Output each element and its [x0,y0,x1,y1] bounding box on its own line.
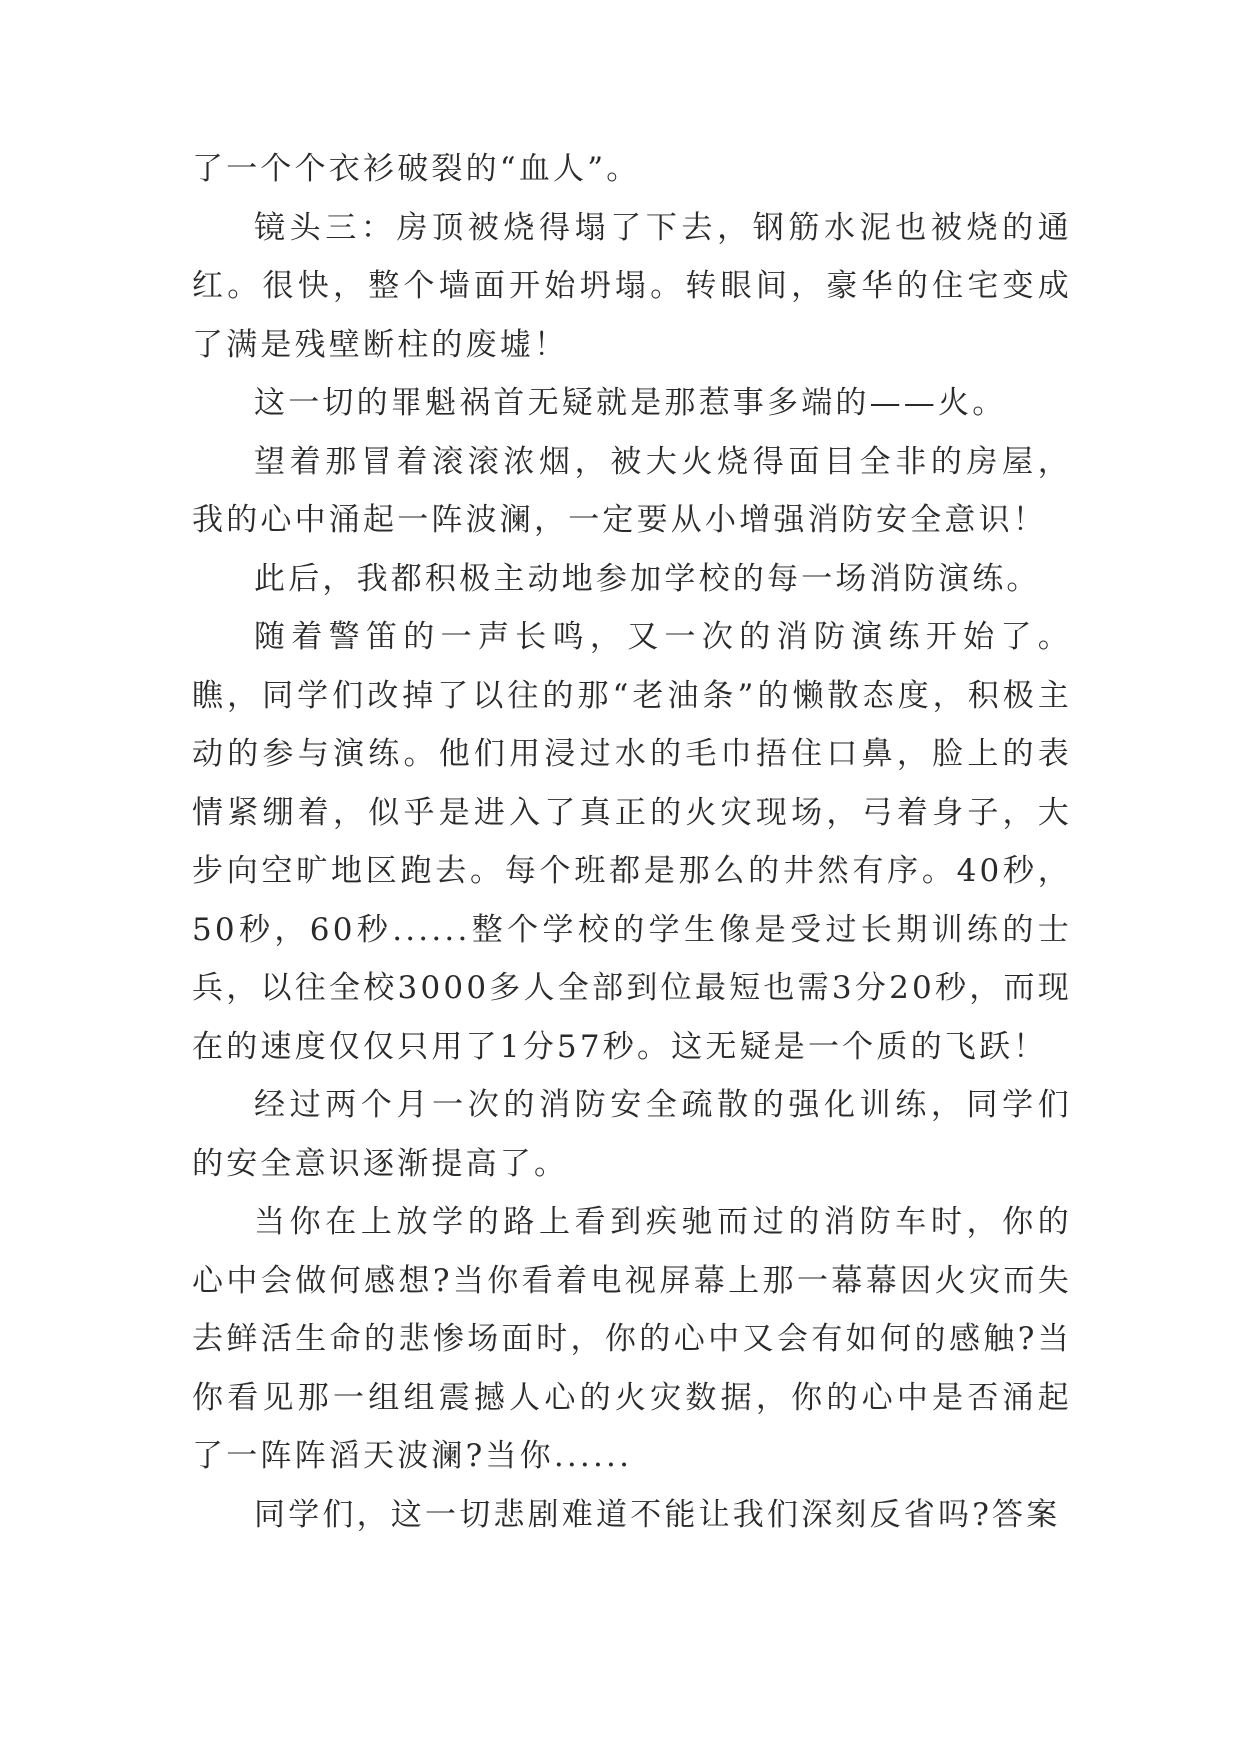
paragraph: 此后，我都积极主动地参加学校的每一场消防演练。 [254,560,1041,597]
paragraph: 同学们，这一切悲剧难道不能让我们深刻反省吗?答案 [254,1496,1061,1533]
paragraph: 随着警笛的一声长鸣，又一次的消防演练开始了。瞧，同学们改掉了以往的那“老油条”的懒散态度，积极主动的参与演练。他们用浸过水的毛巾捂住口鼻，脸上的表情紧绷着，似乎是进入了真正的火灾现场，弓着身子，大步向空旷地区跑去。每个班都是那么的井然有序。40秒，50秒，60秒......整个学校的学生像是受过长期训练的士兵，以往全校3000多人全部到位最短也需3分20秒，而现在的速度仅仅只用了1分57秒。这无疑是一个质的飞跃！ [192,619,1072,1065]
essay-body [192,140,1072,1544]
paragraph-continued: 了一个个衣衫破裂的“血人”。 [192,151,641,187]
paragraph: 望着那冒着滚滚浓烟，被大火烧得面目全非的房屋，我的心中涌起一阵波澜，一定要从小增强消防安全意识！ [192,443,1072,538]
paragraph: 经过两个月一次的消防安全疏散的强化训练，同学们的安全意识逐渐提高了。 [192,1087,1072,1182]
paragraph: 这一切的罪魁祸首无疑就是那惹事多端的——火。 [254,385,1007,421]
paragraph: 镜头三：房顶被烧得塌了下去，钢筋水泥也被烧的通红。很快，整个墙面开始坍塌。转眼间，豪华的住宅变成了满是残壁断柱的废墟！ [192,209,1072,363]
paragraph: 当你在上放学的路上看到疾驰而过的消防车时，你的心中会做何感想?当你看着电视屏幕上那一幕幕因火灾而失去鲜活生命的悲惨场面时，你的心中又会有如何的感触?当你看见那一组组震撼人心的火灾数据，你的心中是否涌起了一阵阵滔天波澜?当你...... [192,1204,1072,1474]
